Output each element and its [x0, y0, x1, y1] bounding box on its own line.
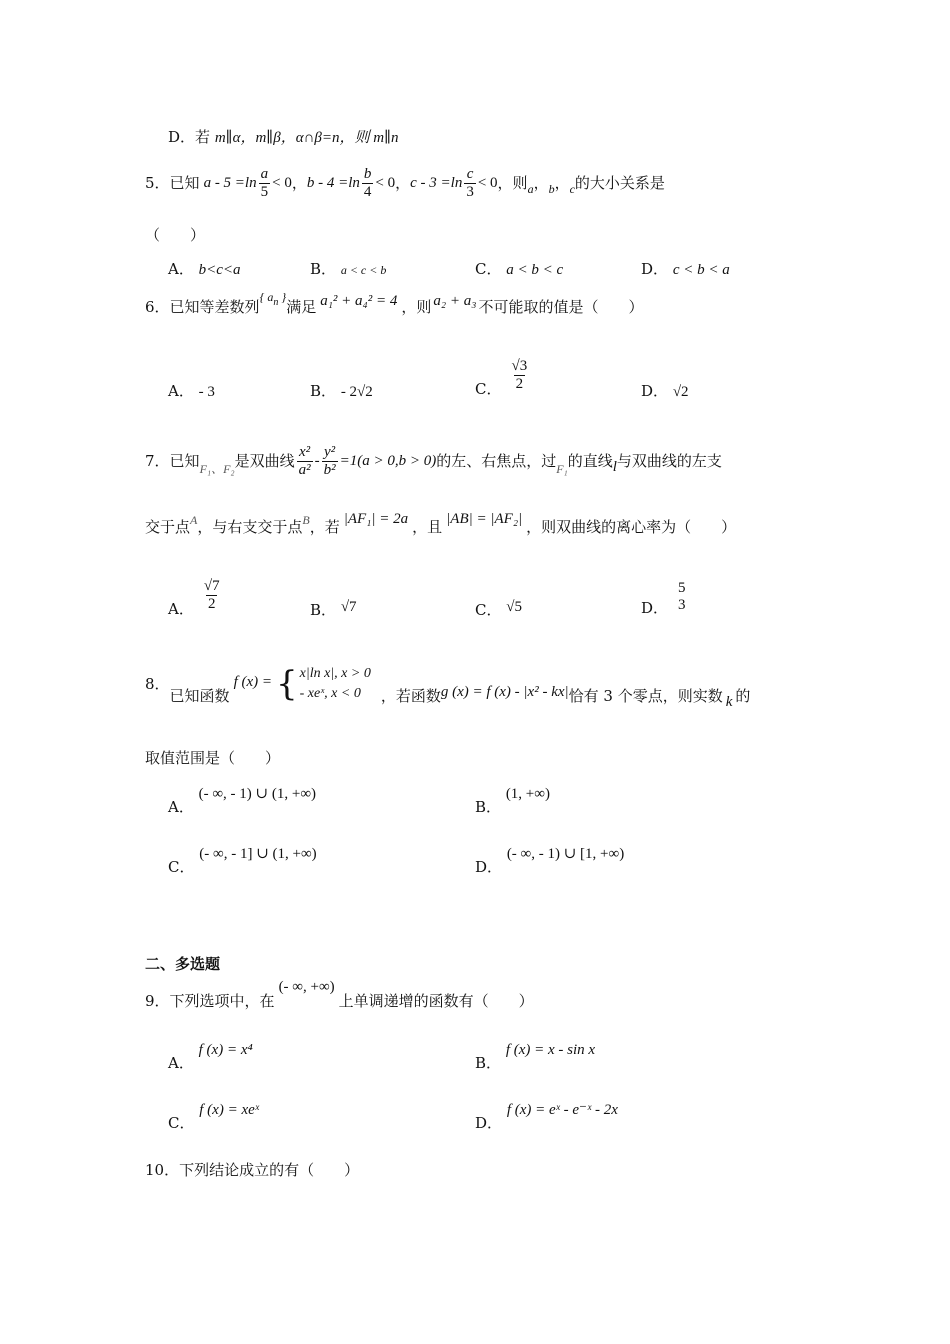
section-title: 二、多选题	[145, 955, 221, 973]
q5-paren: （ ）	[145, 226, 206, 244]
stem-text: 已知等差数列	[169, 298, 260, 316]
condition-b-right: < 0	[375, 174, 396, 191]
option-label: D．	[475, 858, 503, 876]
sequence-subscript: n	[273, 297, 279, 308]
q8-stem-line1	[145, 664, 751, 710]
option-text: a < c < b	[340, 263, 387, 277]
stem-text: 下列选项中，在	[169, 992, 275, 1010]
fraction-x	[297, 444, 313, 478]
denominator: 3	[466, 183, 474, 200]
q6-option-c	[475, 358, 531, 398]
option-label: C．	[475, 260, 502, 278]
option-text: c < b < a	[672, 262, 730, 278]
stem-text: 上单调递增的函数有（ ）	[338, 992, 534, 1010]
fraction	[202, 578, 222, 612]
numerator: x²	[299, 444, 311, 460]
var-c: c	[569, 182, 575, 196]
question-number: 7．	[145, 451, 170, 470]
denominator: 5	[260, 183, 269, 200]
q5-option-a	[168, 262, 241, 278]
condition-a-left: a - 5 =ln	[203, 174, 257, 191]
option-text: √7	[340, 599, 357, 615]
denominator: b²	[323, 461, 336, 478]
condition-b-left: b - 4 =ln	[306, 174, 360, 191]
line-l: l	[612, 458, 617, 475]
separator: ，	[554, 173, 570, 192]
option-label: C．	[168, 1114, 195, 1132]
denominator: 2	[207, 595, 216, 612]
q5-option-c	[475, 262, 563, 278]
sequence-braces: { $a_n$ }	[259, 290, 287, 308]
interval: (- ∞, +∞)	[278, 979, 335, 995]
left-brace-icon: {	[276, 664, 298, 705]
option-label: D．	[641, 260, 669, 278]
option-text: f (x) = x - sin x	[505, 1042, 596, 1058]
var-b: b	[548, 182, 555, 196]
option-label: A．	[168, 1054, 194, 1072]
option-label: C．	[475, 601, 502, 619]
var-a: a	[527, 182, 534, 196]
equation-rest: =1(a > 0,b > 0)	[339, 452, 437, 469]
question-number: 8．	[145, 674, 170, 693]
sequence-term: a	[267, 290, 274, 304]
option-label: C．	[168, 858, 195, 876]
denominator: 3	[678, 596, 686, 613]
condition-c-left: c - 3 =ln	[410, 174, 463, 191]
stem-text: 的左、右焦点，过	[436, 451, 557, 470]
option-text: √2	[672, 384, 689, 400]
denominator: 4	[363, 183, 372, 200]
stem-text: 交于点	[145, 518, 191, 536]
option-text: f (x) = x⁴	[198, 1042, 253, 1058]
option-label: B．	[310, 382, 337, 400]
question-number: 10．	[145, 1161, 180, 1179]
q9-option-d	[475, 1102, 618, 1132]
option-text: b<c<a	[198, 262, 241, 278]
denominator: a²	[298, 461, 311, 478]
q10-stem	[145, 1163, 359, 1178]
stem-text: ，且	[412, 518, 443, 536]
condition-c-right: < 0	[477, 174, 498, 191]
q6-option-b	[310, 384, 373, 400]
option-text: m∥α，m∥β，α∩β=n，则 m∥n	[214, 130, 399, 146]
q9-stem	[145, 980, 534, 1009]
stem-text: 不可能取的值是（ ）	[478, 298, 644, 316]
question-number: 9．	[145, 992, 170, 1010]
stem-text: 已知函数	[169, 686, 230, 705]
option-prefix: 若	[195, 128, 211, 146]
q4-option-d	[168, 130, 399, 146]
stem-text: 下列结论成立的有（ ）	[179, 1161, 360, 1179]
option-text: (- ∞, - 1) ∪ [1, +∞)	[506, 846, 625, 862]
stem-text: 是双曲线	[234, 451, 295, 470]
fraction-a	[259, 166, 271, 200]
option-label: D．	[641, 382, 669, 400]
separator: ，	[533, 173, 549, 192]
stem-text: 已知	[169, 173, 200, 192]
option-label: B．	[310, 260, 337, 278]
q9-option-c	[168, 1102, 260, 1132]
var-k: k	[725, 693, 733, 710]
stem-text: 的直线	[567, 451, 613, 470]
q7-option-d	[641, 580, 690, 617]
stem-text: ，若函数	[380, 686, 441, 705]
question-number: 6．	[145, 298, 170, 316]
q7-option-b	[310, 599, 357, 619]
cases	[300, 664, 371, 705]
function-g: g (x) = f (x) - |x² - kx|	[440, 683, 569, 700]
question-number: 5．	[145, 173, 170, 192]
option-text: a < b < c	[506, 262, 564, 278]
stem-text: 的	[735, 686, 751, 705]
numerator: √7	[203, 578, 220, 594]
option-text: √5	[506, 599, 522, 615]
stem-text: 满足	[286, 298, 317, 316]
stem-text: 已知	[169, 451, 200, 470]
q5-option-d	[641, 262, 730, 278]
option-text: f (x) = xeˣ	[199, 1102, 260, 1118]
q8-option-b	[475, 786, 550, 816]
stem-text: ，则	[401, 298, 432, 316]
option-label: A．	[168, 599, 194, 618]
q8-stem-line2: 取值范围是（ ）	[145, 749, 281, 767]
condition: a₁² + a₄² = 4	[320, 293, 398, 309]
fraction	[509, 358, 529, 392]
case-1: x|ln x|, x > 0	[299, 666, 371, 681]
condition-1: |AF₁| = 2a	[343, 511, 409, 527]
separator: ，	[291, 173, 307, 192]
stem-text: ，则	[497, 173, 528, 192]
option-label: B．	[310, 601, 337, 619]
q5-stem	[145, 166, 665, 200]
focus-f1: F₁	[556, 462, 568, 476]
option-label: C．	[475, 379, 502, 398]
case-2: - xeˣ, x < 0	[299, 686, 361, 702]
q5-option-b	[310, 262, 386, 277]
piecewise	[276, 664, 371, 705]
stem-text: ，则双曲线的离心率为（ ）	[526, 518, 737, 536]
numerator: 5	[678, 580, 686, 596]
numerator: b	[363, 166, 372, 182]
q8-option-a	[168, 786, 317, 816]
minus: -	[314, 452, 320, 469]
option-label: A．	[168, 260, 194, 278]
q8-option-c	[168, 846, 317, 876]
option-text: - 2√2	[340, 384, 373, 400]
condition-a-right: < 0	[272, 174, 292, 191]
q9-option-b	[475, 1042, 596, 1072]
option-label: A．	[168, 382, 194, 400]
numerator: √3	[511, 358, 528, 374]
q7-stem-line1	[145, 444, 722, 478]
numerator: y²	[324, 444, 336, 460]
option-label: B．	[475, 798, 502, 816]
separator: ，	[395, 173, 411, 192]
option-text: (- ∞, - 1] ∪ (1, +∞)	[199, 846, 317, 862]
q7-option-a	[168, 578, 224, 618]
fraction	[676, 580, 688, 613]
q7-option-c	[475, 599, 522, 619]
stem-text: ，若	[309, 518, 340, 536]
point-a: A	[190, 512, 198, 527]
option-label: D．	[641, 599, 669, 617]
option-label: A．	[168, 798, 194, 816]
stem-text: ，与右支交于点	[197, 518, 303, 536]
option-label: D．	[168, 128, 196, 146]
option-text: f (x) = eˣ - e⁻ˣ - 2x	[506, 1102, 618, 1118]
option-text: - 3	[198, 384, 215, 400]
q7-stem-line2	[145, 511, 737, 536]
q6-option-a	[168, 384, 215, 400]
numerator: a	[260, 166, 269, 182]
q6-option-d	[641, 384, 689, 400]
stem-text: 的大小关系是	[574, 173, 665, 192]
function-f: f (x) =	[233, 673, 272, 690]
q6-stem	[145, 290, 644, 316]
condition-2: |AB| = |AF₂|	[446, 511, 523, 527]
fraction-y	[322, 444, 338, 478]
option-text: (- ∞, - 1) ∪ (1, +∞)	[198, 786, 317, 802]
numerator: c	[466, 166, 474, 182]
option-label: D．	[475, 1114, 503, 1132]
q9-option-a	[168, 1042, 253, 1072]
option-label: B．	[475, 1054, 502, 1072]
fraction-b	[362, 166, 374, 200]
option-text: (1, +∞)	[505, 786, 550, 802]
expression: a₂ + a₃	[433, 293, 477, 309]
q8-option-d	[475, 846, 625, 876]
stem-text: 与双曲线的左支	[616, 451, 722, 470]
denominator: 2	[515, 375, 524, 392]
stem-text: 恰有 3 个零点，则实数	[568, 686, 723, 705]
fraction-c	[464, 166, 476, 200]
foci: F₁、F₂	[199, 462, 235, 476]
point-b: B	[302, 512, 310, 527]
